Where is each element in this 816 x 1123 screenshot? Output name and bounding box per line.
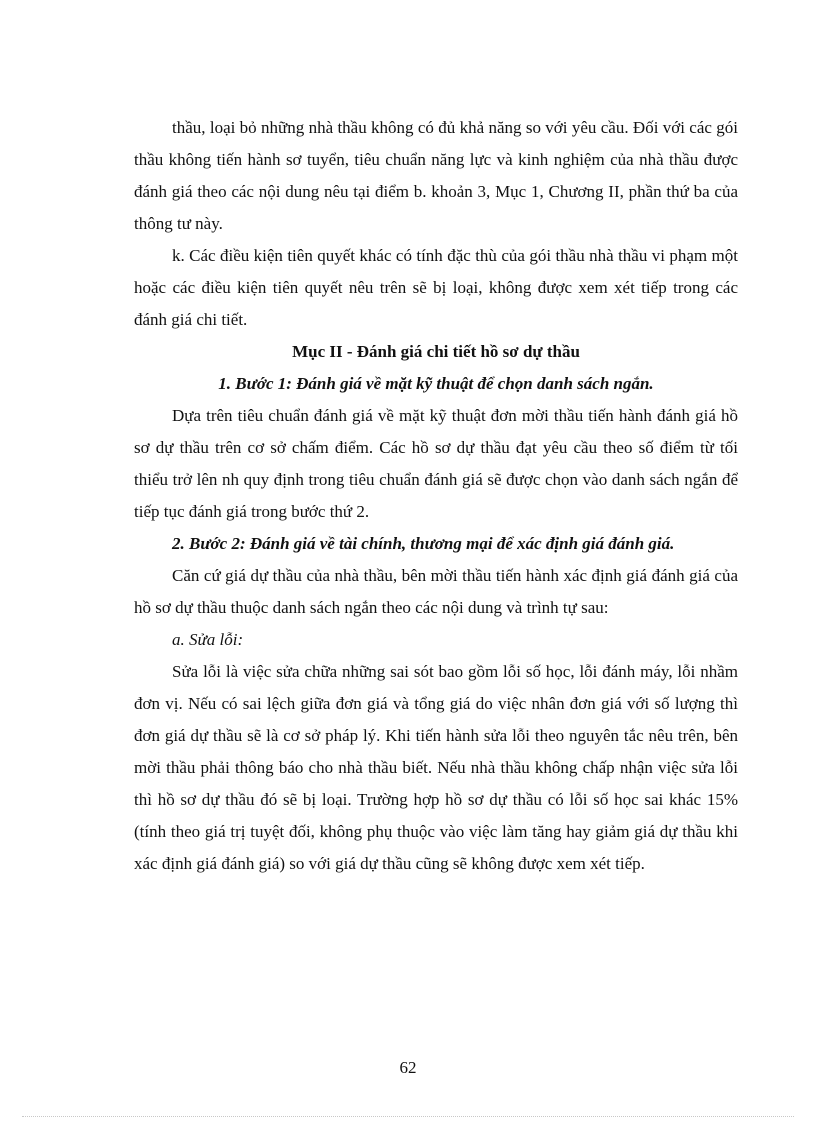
step-2-heading: 2. Bước 2: Đánh giá về tài chính, thương mại để xác định giá đánh giá.: [172, 534, 675, 553]
paragraph-4: Căn cứ giá dự thầu của nhà thầu, bên mời thầu tiến hành xác định giá đánh giá của hồ sơ dự thầu thuộc danh sách ngắn theo các nội dung và trình tự sau:: [134, 566, 738, 617]
document-body: [134, 112, 738, 880]
subheading-a: a. Sửa lỗi:: [172, 630, 244, 649]
paragraph-5: Sửa lỗi là việc sửa chữa những sai sót bao gồm lỗi số học, lỗi đánh máy, lỗi nhầm đơn vị. Nếu có sai lệch giữa đơn giá và tổng giá do việc nhân đơn giá với số lượng thì đơn giá dự thầu sẽ là cơ sở pháp lý. Khi tiến hành sửa lỗi theo nguyên tắc nêu trên, bên mời thầu phải thông báo cho nhà thầu biết. Nếu nhà thầu không chấp nhận việc sửa lỗi thì hồ sơ dự thầu đó sẽ bị loại. Trường hợp hồ sơ dự thầu có lỗi số học sai khác 15% (tính theo giá trị tuyệt đối, không phụ thuộc vào việc làm tăng hay giảm giá dự thầu khi xác định giá đánh giá) so với giá dự thầu cũng sẽ không được xem xét tiếp.: [134, 662, 738, 873]
paragraph-2: k. Các điều kiện tiên quyết khác có tính đặc thù của gói thầu nhà thầu vi phạm một hoặc các điều kiện tiên quyết nêu trên sẽ bị loại, không được xem xét tiếp trong các đánh giá chi tiết.: [134, 246, 738, 329]
paragraph-1: thầu, loại bỏ những nhà thầu không có đủ khả năng so với yêu cầu. Đối với các gói thầu không tiến hành sơ tuyển, tiêu chuẩn năng lực và kinh nghiệm của nhà thầu được đánh giá theo các nội dung nêu tại điểm b. khoản 3, Mục 1, Chương II, phần thứ ba của thông tư này.: [134, 118, 738, 233]
step-1-heading: 1. Bước 1: Đánh giá về mặt kỹ thuật để chọn danh sách ngắn.: [218, 374, 654, 393]
section-heading: Mục II - Đánh giá chi tiết hồ sơ dự thầu: [292, 342, 580, 361]
page-bottom-divider: [22, 1116, 794, 1117]
paragraph-3: Dựa trên tiêu chuẩn đánh giá về mặt kỹ thuật đơn mời thầu tiến hành đánh giá hồ sơ dự thầu trên cơ sở chấm điểm. Các hồ sơ dự thầu đạt yêu cầu theo số điểm từ tối thiểu trở lên nh quy định trong tiêu chuẩn đánh giá sẽ được chọn vào danh sách ngắn để tiếp tục đánh giá trong bước thứ 2.: [134, 406, 738, 521]
page-number: 62: [399, 1058, 417, 1077]
